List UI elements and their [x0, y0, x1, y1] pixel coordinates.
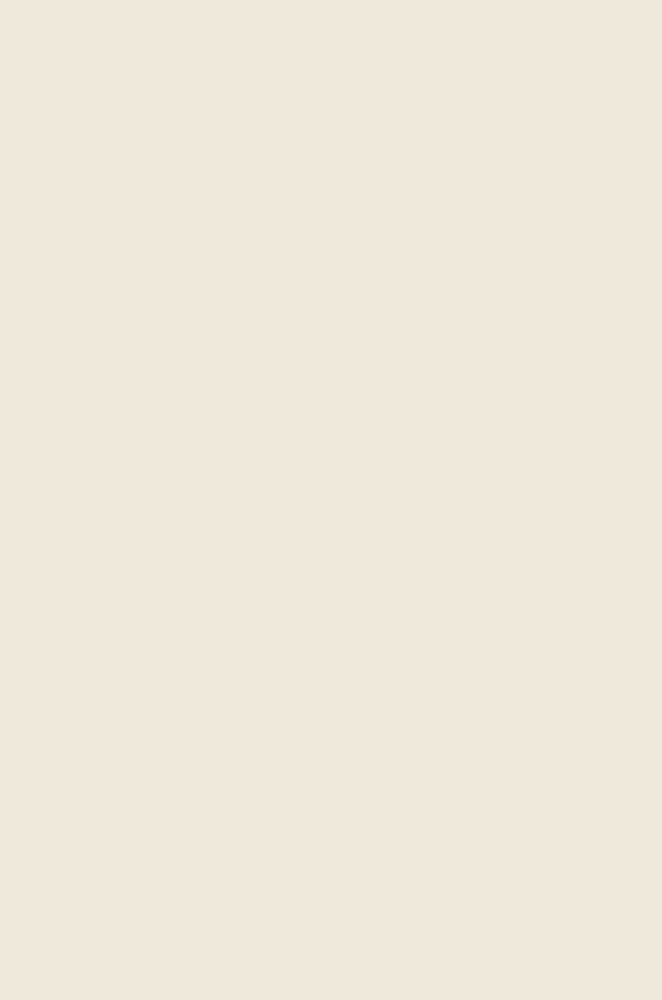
table-cell	[492, 95, 532, 114]
body-text	[47, 76, 563, 123]
table-cell	[187, 76, 327, 95]
table-cell	[362, 95, 418, 114]
table-row	[47, 76, 563, 95]
table-cell	[383, 76, 457, 95]
table-cell	[202, 95, 362, 114]
table-cell	[327, 76, 383, 95]
table-row	[47, 95, 563, 114]
deficit-table	[47, 76, 563, 115]
table-cell	[457, 76, 497, 95]
table-cell	[47, 95, 202, 114]
table-cell	[47, 76, 187, 95]
table-cell	[418, 95, 492, 114]
